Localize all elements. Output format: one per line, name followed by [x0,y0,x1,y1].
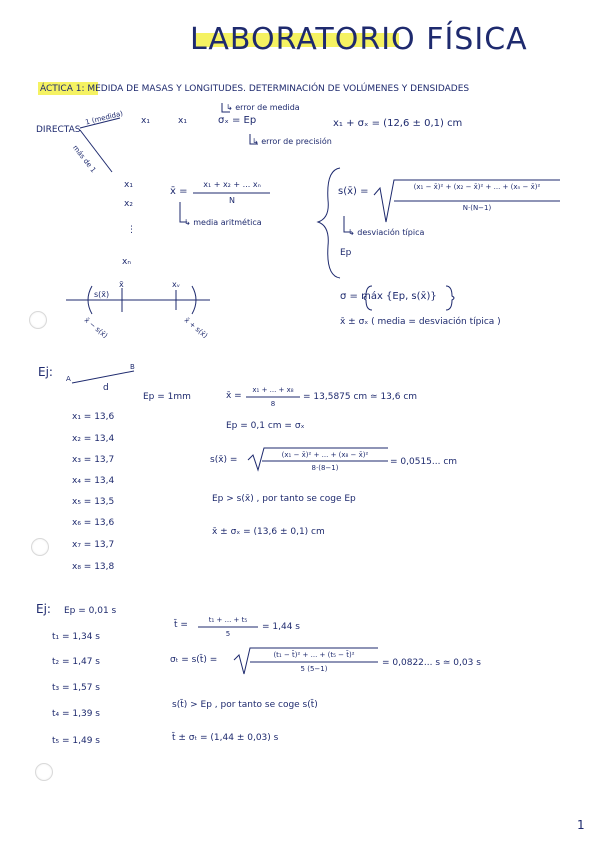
line-xv-label: xᵥ [172,280,181,289]
ej1-mean-lhs: x̄ = [226,391,242,401]
ej2-std-result: = 0,0822... s ≃ 0,03 s [382,658,481,668]
ej1-ep: Ep = 1mm [143,392,191,402]
label-mas-de-1: más de 1 [71,143,98,175]
ej2-final: t̄ ± σₜ = (1,44 ± 0,03) s [172,733,279,743]
line-s-label: s(x̄) [94,290,110,299]
ej2-std-lhs: σₜ = s(t̄) = [170,655,218,665]
ej1-compare: Ep > s(x̄) , por tanto se coge Ep [212,494,356,504]
ej2-value-4: t₄ = 1,39 s [52,709,100,719]
ej2-std-denominator: 5 (5−1) [300,665,328,673]
page-title: LABORATORIO FÍSICA [190,22,528,57]
ej1-mean-denominator: 8 [270,400,276,408]
ej2-value-2: t₂ = 1,47 s [52,657,100,667]
ej2-value-5: t₅ = 1,49 s [52,736,100,746]
mean-numerator: x₁ + x₂ + ... xₙ [203,180,261,189]
note-desviacion: ↳ desviación típica [348,228,425,237]
note-error-precision: ↳ error de precisión [252,137,332,146]
ej1-final: x̄ ± σₓ = (13,6 ± 0,1) cm [212,527,325,537]
ej2-mean-numerator: t₁ + ... + t₅ [208,616,248,624]
ej1-value-2: x₂ = 13,4 [72,434,115,444]
mean-denominator: N [229,196,235,205]
line-left-label: x̄ − s(x̄) [82,316,110,340]
page-number: 1 [577,818,585,832]
punch-hole-1 [29,311,47,329]
std-lhs: s(x̄) = [338,186,369,197]
line-xbar-label: x̄ [119,280,124,289]
ej2-mean-lhs: t̄ = [174,620,188,630]
ej2-value-3: t₃ = 1,57 s [52,683,100,693]
ej1-point-b: B [130,363,135,371]
ej1-mean-result: = 13,5875 cm ≃ 13,6 cm [303,392,418,402]
std-denominator: N·(N−1) [462,204,492,212]
label-ep: Ep [340,248,352,258]
sigma-equals-ep: σₓ = Ep [218,115,257,126]
ej1-ep-cm: Ep = 0,1 cm = σₓ [226,421,305,431]
list-x2: x₂ [124,199,133,209]
ej2-mean-denominator: 5 [225,630,231,638]
xbar-pm-sigma: x̄ ± σₓ ( media = desviación típica ) [340,317,501,327]
ej1-mean-numerator: x₁ + ... + x₈ [252,386,294,394]
line-right-label: x̄ + s(x̄) [182,316,210,340]
ej1-std-lhs: s(x̄) = [210,455,238,465]
punch-hole-2 [31,538,49,556]
std-numerator: (x₁ − x̄)² + (x₂ − x̄)² + ... + (xₙ − x̄)² [413,183,541,191]
note-media-aritmetica: ↳ media aritmética [184,218,262,227]
list-dots: ⋮ [127,225,136,235]
label-directas: DIRECTAS [36,125,81,135]
var-x1-b: x₁ [178,116,187,126]
ej1-std-numerator: (x₁ − x̄)² + ... + (x₈ − x̄)² [281,451,369,459]
ej1-value-3: x₃ = 13,7 [72,455,115,465]
ej1-point-a: A [66,375,71,383]
ej2-label: Ej: [36,602,51,616]
punch-hole-3 [35,763,53,781]
ej1-value-1: x₁ = 13,6 [72,412,115,422]
ej1-value-7: x₇ = 13,7 [72,540,115,550]
ej1-value-6: x₆ = 13,6 [72,518,115,528]
ej2-value-1: t₁ = 1,34 s [52,632,100,642]
label-one-measure: 1 (medida) [84,109,124,127]
section-heading: ÁCTICA 1: MEDIDA DE MASAS Y LONGITUDES. DETERMINACIÓN DE VOLÚMENES Y DENSIDADES [40,84,470,94]
sigma-max: σ = máx {Ep, s(x̄)} [340,291,437,302]
ej2-mean-result: = 1,44 s [262,622,300,632]
ej1-value-4: x₄ = 13,4 [72,476,115,486]
ej1-value-8: x₈ = 13,8 [72,562,115,572]
var-x1-a: x₁ [141,116,150,126]
list-x1: x₁ [124,180,133,190]
list-xn: xₙ [122,257,131,267]
mean-lhs: x̄ = [170,186,188,197]
ej1-std-result: = 0,0515... cm [390,457,458,467]
note-error-medida: ↳ error de medida [226,103,300,112]
ej2-compare: s(t̄) > Ep , por tanto se coge s(t̄) [172,700,318,710]
ej2-std-numerator: (t₁ − t̄)² + ... + (t₅ − t̄)² [273,651,355,659]
ej1-std-denominator: 8·(8−1) [311,464,339,472]
ej1-d: d [103,383,109,393]
ej1-label: Ej: [38,365,53,379]
ej1-value-5: x₅ = 13,5 [72,497,115,507]
ej2-ep: Ep = 0,01 s [64,606,117,616]
direct-result: x₁ + σₓ = (12,6 ± 0,1) cm [333,118,463,129]
